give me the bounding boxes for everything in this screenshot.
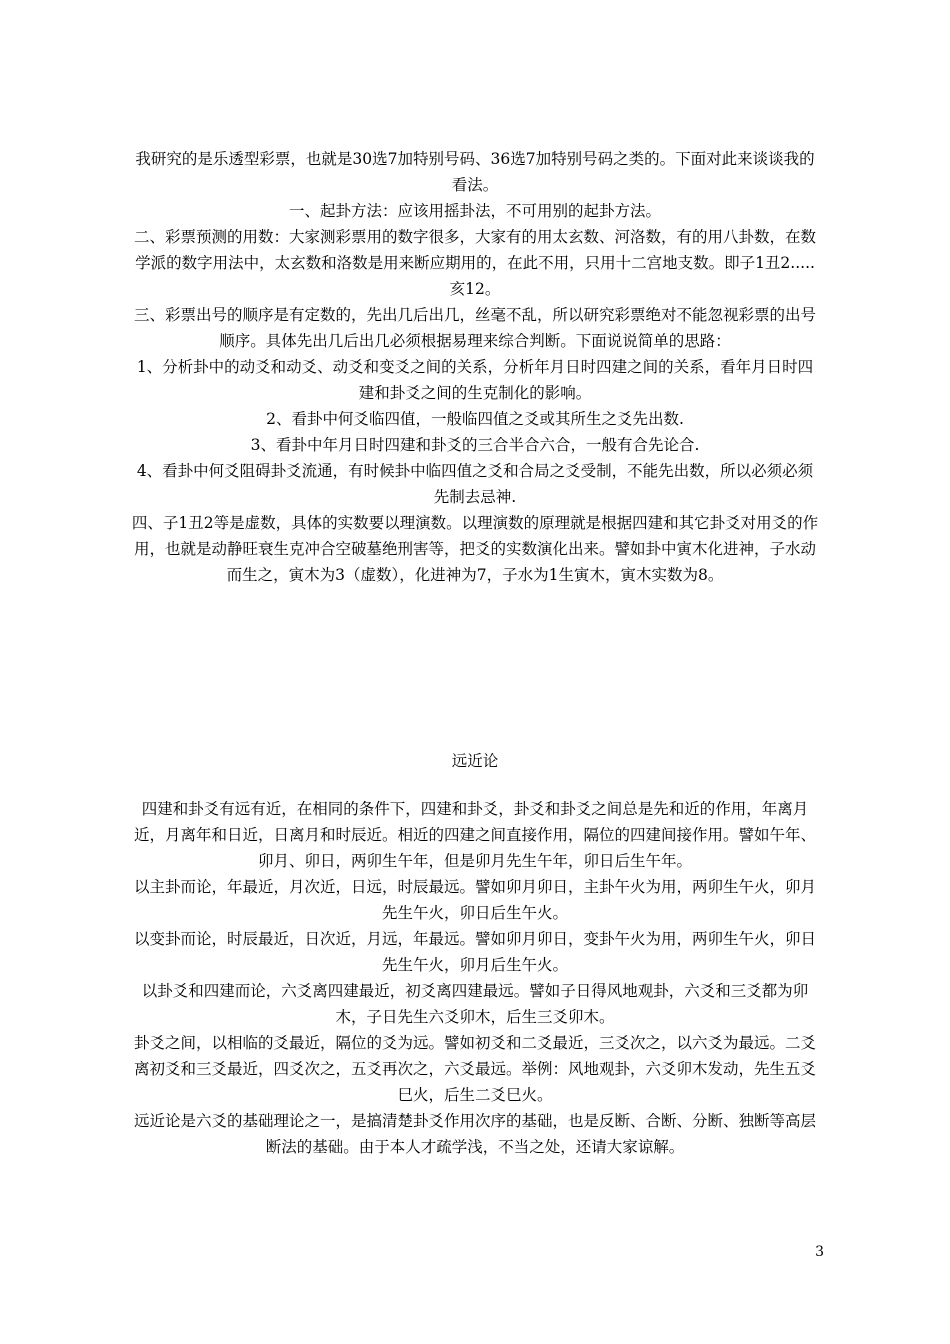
step-1-paragraph: 1、分析卦中的动爻和动爻、动爻和变爻之间的关系，分析年月日时四建之间的关系，看年月日时四建和卦爻之间的生克制化的影响。 — [136, 358, 814, 402]
page-number: 3 — [815, 1244, 824, 1260]
step-4-paragraph: 4、看卦中何爻阻碍卦爻流通，有时候卦中临四值之爻和合局之爻受制，不能先出数，所以必须必须先制去忌神. — [136, 462, 814, 506]
lottery-section — [130, 146, 820, 588]
distance-paragraph-6: 远近论是六爻的基础理论之一，是搞清楚卦爻作用次序的基础，也是反断、合断、分断、独断等高层断法的基础。由于本人才疏学浅，不当之处，还请大家谅解。 — [133, 1112, 816, 1156]
step-2-paragraph: 2、看卦中何爻临四值，一般临四值之爻或其所生之爻先出数. — [266, 410, 684, 428]
distance-paragraph-1: 四建和卦爻有远有近，在相同的条件下，四建和卦爻，卦爻和卦爻之间总是先和近的作用，年离月近，月离年和日近，日离月和时辰近。相近的四建之间直接作用，隔位的四建间接作用。譬如午年、卯月、卯日，两卯生午年，但是卯月先生午年，卯日后生午年。 — [133, 800, 816, 870]
distance-section — [130, 796, 820, 1160]
distance-paragraph-5: 卦爻之间，以相临的爻最近，隔位的爻为远。譬如初爻和二爻最近，三爻次之，以六爻为最远。二爻离初爻和三爻最近，四爻次之，五爻再次之，六爻最远。举例：风地观卦，六爻卯木发动，先生五爻巳火，后生二爻巳火。 — [133, 1034, 816, 1104]
real-number-paragraph: 四、子1丑2等是虚数，具体的实数要以理演数。以理演数的原理就是根据四建和其它卦爻对用爻的作用，也就是动静旺衰生克冲合空破墓绝刑害等，把爻的实数演化出来。譬如卦中寅木化进神，子水动而生之，寅木为3（虚数），化进神为7，子水为1生寅木，寅木实数为8。 — [131, 514, 819, 584]
step-3-paragraph: 3、看卦中年月日时四建和卦爻的三合半合六合，一般有合先论合. — [250, 436, 700, 454]
distance-paragraph-2: 以主卦而论，年最近，月次近，日远，时辰最远。譬如卯月卯日，主卦午火为用，两卯生午火，卯月先生午火，卯日后生午火。 — [133, 878, 816, 922]
method-paragraph: 一、起卦方法：应该用摇卦法，不可用别的起卦方法。 — [288, 202, 661, 220]
intro-paragraph: 我研究的是乐透型彩票，也就是30选7加特别号码、36选7加特别号码之类的。下面对此来谈谈我的看法。 — [135, 150, 815, 194]
distance-paragraph-3: 以变卦而论，时辰最近，日次近，月远，年最远。譬如卯月卯日，变卦午火为用，两卯生午火，卯日先生午火，卯月后生午火。 — [133, 930, 816, 974]
numbers-paragraph: 二、彩票预测的用数：大家测彩票用的数字很多，大家有的用太玄数、河洛数，有的用八卦数，在数学派的数字用法中，太玄数和洛数是用来断应期用的，在此不用，只用十二宫地支数。即子1丑2.....亥12。 — [133, 228, 816, 298]
distance-paragraph-4: 以卦爻和四建而论，六爻离四建最近，初爻离四建最远。譬如子日得风地观卦，六爻和三爻都为卯木，子日先生六爻卯木，后生三爻卯木。 — [141, 982, 809, 1026]
section-title: 远近论 — [451, 752, 499, 770]
order-paragraph: 三、彩票出号的顺序是有定数的，先出几后出几，丝毫不乱，所以研究彩票绝对不能忽视彩票的出号顺序。具体先出几后出几必须根据易理来综合判断。下面说说简单的思路： — [133, 306, 816, 350]
